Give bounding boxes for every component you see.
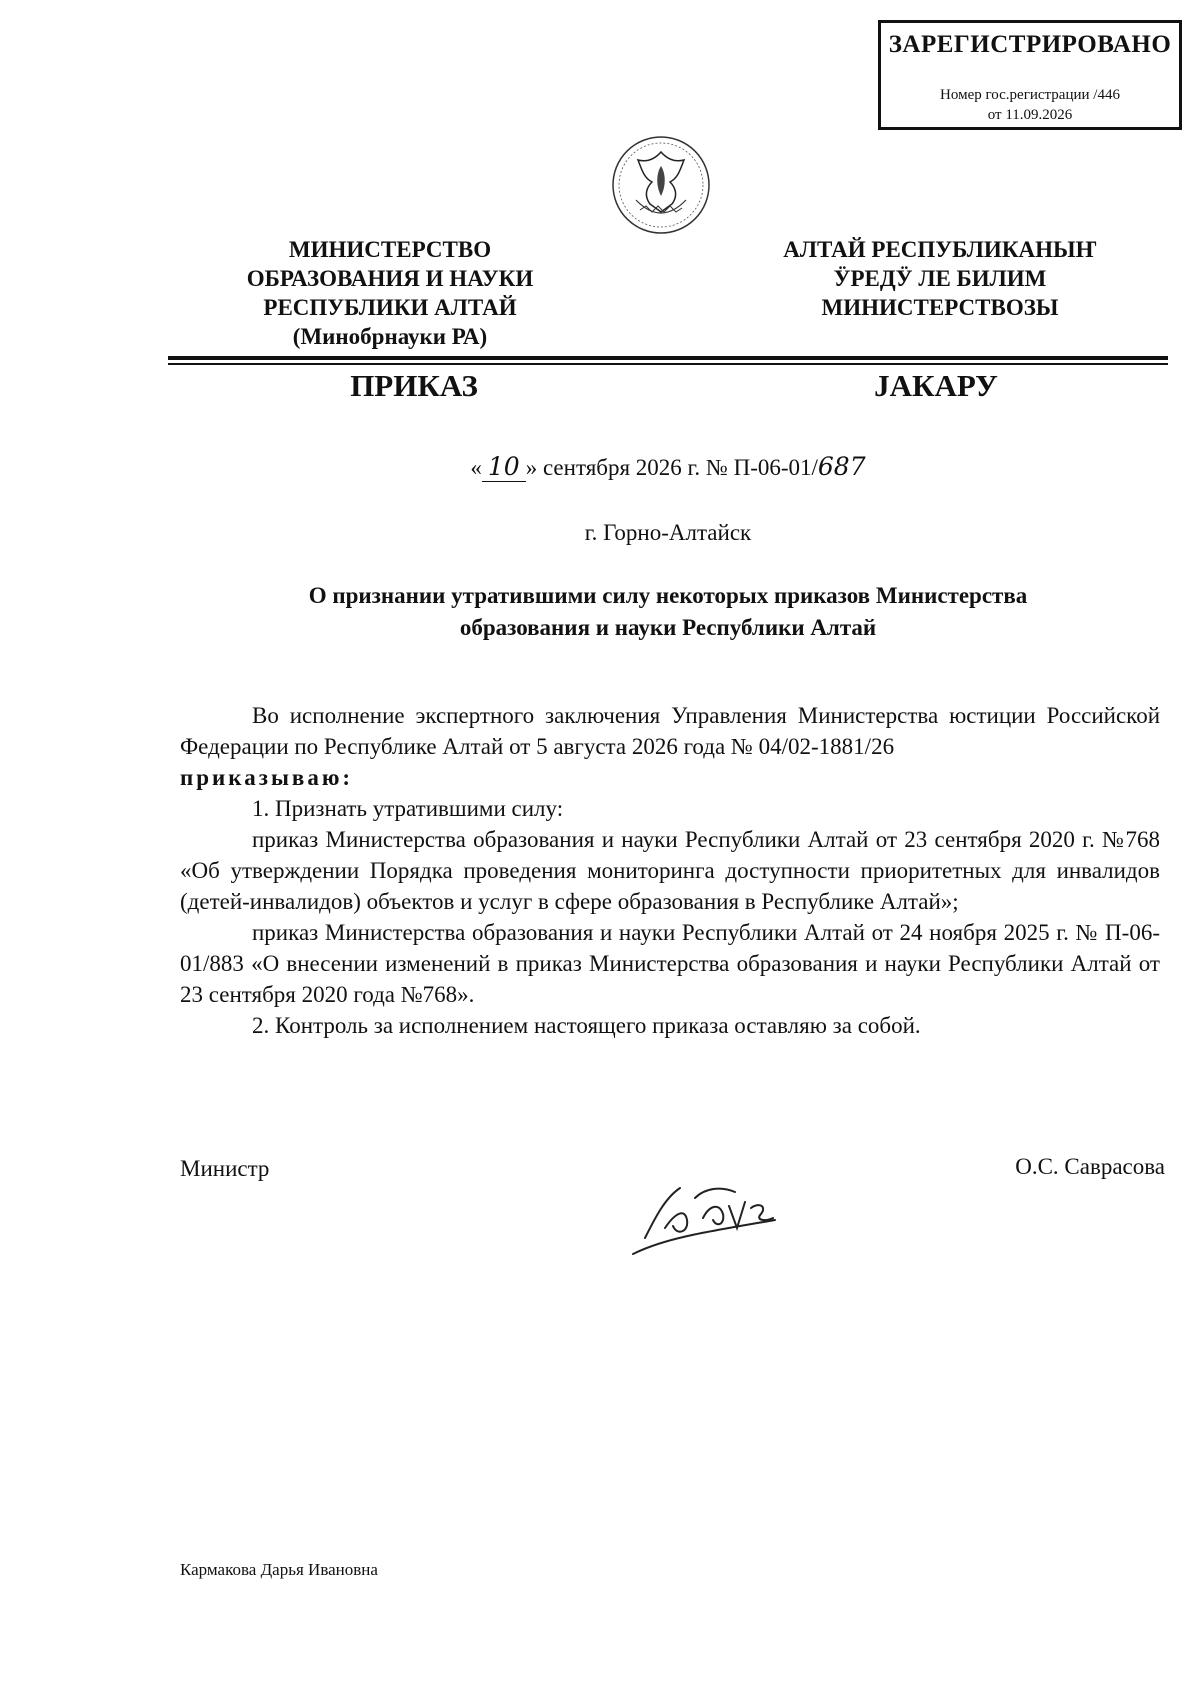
- order-subject: [168, 580, 1168, 644]
- subject-line: образования и науки Республики Алтай: [459, 615, 877, 640]
- order-body: [180, 700, 1160, 1041]
- ministry-line: (Минобрнауки РА): [292, 324, 488, 349]
- ministry-line: МИНИСТЕРСТВО: [288, 237, 492, 262]
- ministry-line: АЛТАЙ РЕСПУБЛИКАНЫҤ: [783, 237, 1097, 262]
- ministry-line: РЕСПУБЛИКИ АЛТАЙ: [263, 295, 517, 320]
- date-quote-open: «: [470, 455, 482, 480]
- ministry-line: МИНИСТЕРСТВОЗЫ: [821, 295, 1059, 320]
- registration-number: Номер гос.регистрации /446: [940, 87, 1120, 103]
- order-date-number: [168, 452, 1168, 481]
- date-rest: » сентября 2026 г. № П-06-01/: [525, 455, 818, 480]
- item-2: 2. Контроль за исполнением настоящего приказа оставляю за собой.: [252, 1013, 921, 1038]
- decree-word: приказываю:: [180, 765, 354, 790]
- order-word-altai: ЈАКАРУ: [874, 368, 998, 403]
- repealed-order-b: приказ Министерства образования и науки Республики Алтай от 24 ноября 2025 г. № П-06-01/883 «О внесении изменений в приказ Министерства образования и науки Республики Алтай от 23 сентября 2020 года №768».: [180, 920, 1160, 1007]
- item-1: 1. Признать утратившими силу:: [252, 796, 564, 821]
- registration-stamp: [878, 20, 1182, 130]
- repealed-order-a: приказ Министерства образования и науки Республики Алтай от 23 сентября 2020 г. №768 «Об утверждении Порядка проведения мониторинга доступности приоритетных для инвалидов (детей-инвалидов) объектов и услуг в сфере образования в Республике Алтай»;: [180, 827, 1160, 914]
- ministry-name-altai: [740, 235, 1140, 322]
- signatory-title: Министр: [180, 1156, 270, 1181]
- registration-date: от 11.09.2026: [987, 107, 1073, 123]
- ministry-name-russian: [190, 235, 590, 351]
- ministry-line: ӰРЕДӰ ЛЕ БИЛИМ: [833, 266, 1047, 291]
- header-rule-thick: [168, 356, 1168, 360]
- ministry-line: ОБРАЗОВАНИЯ И НАУКИ: [246, 266, 534, 291]
- city: г. Горно-Алтайск: [584, 520, 752, 545]
- handwritten-order-number: 687: [817, 452, 866, 481]
- subject-line: О признании утратившими силу некоторых приказов Министерства: [308, 583, 1028, 608]
- signatory-name: О.С. Саврасова: [1015, 1154, 1165, 1179]
- header-rule-thin: [168, 363, 1168, 365]
- intro-paragraph: Во исполнение экспертного заключения Управления Министерства юстиции Российской Федерации по Республике Алтай от 5 августа 2026 года № 04/02-1881/26: [180, 703, 1160, 759]
- order-word-russian: ПРИКАЗ: [350, 368, 478, 403]
- handwritten-signature: [625, 1158, 805, 1258]
- executor-name: Кармакова Дарья Ивановна: [180, 1560, 378, 1579]
- coat-of-arms-emblem: [606, 130, 716, 240]
- handwritten-day: 10: [482, 452, 526, 482]
- registration-title: ЗАРЕГИСТРИРОВАНО: [888, 31, 1172, 58]
